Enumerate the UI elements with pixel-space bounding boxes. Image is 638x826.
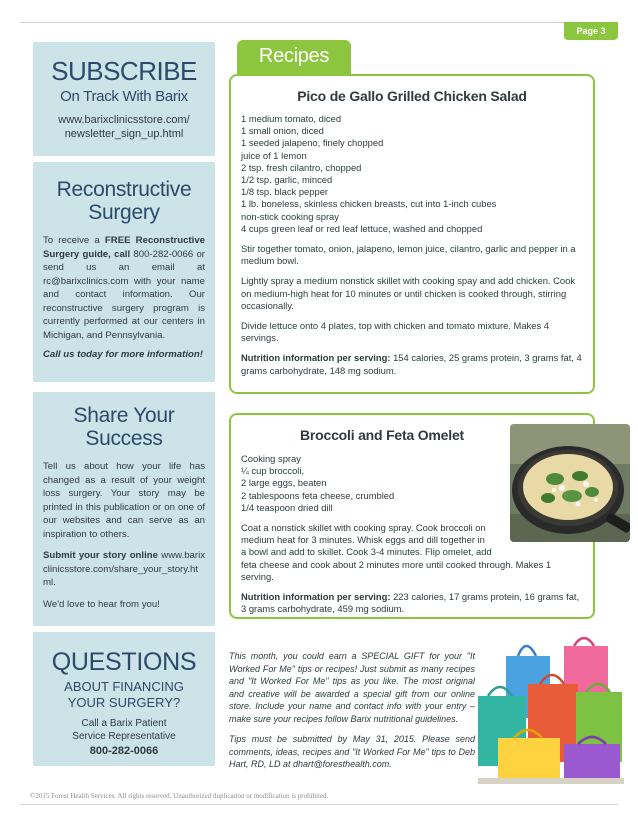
- share-submit-label: Submit your story online: [43, 550, 158, 561]
- questions-call2: Service Representative: [72, 731, 176, 742]
- ingredient: 1/8 tsp. black pepper: [241, 186, 329, 198]
- questions-title: QUESTIONS: [51, 648, 197, 676]
- nutrition-label: Nutrition information per serving:: [241, 591, 391, 603]
- share-body: Tell us about how your life has changed as a result of your weight loss surgery. Your story may be printed in this publication or on one of our websites and can serve as an inspiration to others.: [43, 461, 205, 540]
- questions-phone[interactable]: 800-282-0066: [89, 745, 159, 757]
- ingredient: 2 tablespoons feta cheese, crumbled: [241, 489, 395, 501]
- ingredient: 1 lb. boneless, skinless chicken breasts, cut into 1-inch cubes: [241, 198, 497, 210]
- reconstructive-title-line1: Reconstructive: [56, 178, 192, 201]
- recipe1-step: Lightly spray a medium nonstick skillet with cooking spay and add chicken. Cook on medium-high heat for 10 minutes or until chicken is cooked through, stirring occasionally.: [241, 275, 576, 311]
- share-submit-link[interactable]: www.barixclinicsstore.com/share_your_story.html.: [43, 550, 205, 588]
- share-title-line2: Success: [85, 427, 163, 450]
- subscribe-title: SUBSCRIBE: [51, 56, 197, 86]
- subscribe-subtitle: On Track With Barix: [60, 88, 188, 105]
- bottom-rule: [20, 804, 618, 805]
- recipe2-title: Broccoli and Feta Omelet: [299, 427, 465, 443]
- reconstructive-title-line2: Surgery: [88, 201, 160, 224]
- ingredient: 1 medium tomato, diced: [241, 113, 342, 124]
- reconstructive-body-rest: 800-282-0066 or send us an email at rc@barixclinics.com with your name and contact information. Our reconstructive surgery program is currently performed at our centers in Michigan, and Pennsylvania.: [43, 248, 206, 341]
- questions-call: [33, 717, 215, 743]
- recipe1-step: Stir together tomato, onion, jalapeno, lemon juice, cilantro, garlic and pepper in a medium bowl.: [241, 243, 576, 267]
- reconstructive-title: [33, 178, 215, 224]
- ingredient: non-stick cooking spray: [241, 210, 339, 222]
- share-success-box: [33, 392, 215, 626]
- copyright-footer: ©2015 Forest Health Services. All rights reserved. Unauthorized duplication or modification is prohibited.: [30, 792, 329, 800]
- ingredient: 4 cups green leaf or red leaf lettuce, washed and chopped: [241, 222, 483, 234]
- nutrition-values: 223 calories, 17 grams protein, 16 grams fat, 3 grams carbohydrate, 459 mg sodium.: [241, 591, 580, 615]
- reconstructive-cta: Call us today for more information!: [43, 349, 203, 360]
- newsletter-link-line2[interactable]: newsletter_sign_up.html: [64, 128, 184, 140]
- share-submit: [33, 549, 215, 590]
- subscribe-box: [33, 42, 215, 156]
- ingredient: 2 large eggs, beaten: [241, 477, 327, 489]
- recipe2-nutrition: [231, 591, 593, 615]
- recipe1-ingredients: [231, 113, 593, 235]
- nutrition-values: 154 calories, 25 grams protein, 3 grams fat, 4 grams carbohydrate, 148 mg sodium.: [241, 352, 582, 376]
- recipe1-title: Pico de Gallo Grilled Chicken Salad: [297, 88, 527, 104]
- top-rule: [20, 22, 618, 23]
- questions-line2: YOUR SURGERY?: [67, 695, 181, 710]
- page-number-badge: Page 3: [564, 22, 618, 40]
- questions-call1: Call a Barix Patient: [81, 718, 167, 729]
- recipe1-step: Divide lettuce onto 4 plates, top with chicken and tomato mixture. Makes 4 servings.: [241, 320, 549, 344]
- reconstructive-body: [33, 234, 215, 342]
- omelet-photo: [510, 424, 630, 542]
- recipe2-step-line: Coat a nonstick skillet with cooking spray. Cook broccoli on: [241, 522, 486, 534]
- recipe1-nutrition: [231, 352, 593, 376]
- newsletter-link-line1[interactable]: www.barixclinicsstore.com/: [58, 114, 190, 126]
- newsletter-link[interactable]: [33, 113, 215, 141]
- gift-bags-image: [478, 626, 624, 784]
- ingredient: 1/4 teaspoon dried dill: [241, 501, 333, 513]
- ingredient: juice of 1 lemon: [241, 149, 307, 161]
- ingredient: 1/2 tsp. garlic, minced: [241, 174, 333, 186]
- share-title-line1: Share Your: [73, 404, 175, 427]
- gift-bags-illustration: [478, 626, 624, 784]
- ingredient: ¼ cup broccoli,: [241, 465, 305, 477]
- ingredient: 2 tsp. fresh cilantro, chopped: [241, 161, 362, 173]
- nutrition-label: Nutrition information per serving:: [241, 352, 391, 364]
- recipe-card-chicken-salad: [229, 74, 595, 394]
- ingredient: Cooking spray: [241, 453, 301, 464]
- recipe2-step-line: a bowl and add to skillet. Cook 3-4 minutes. Flip omelet, add: [241, 546, 492, 558]
- promo-paragraph: This month, you could earn a SPECIAL GIFT for your "It Worked For Me" tips or recipes! Just submit as many recipes and "It Worked For Me" tips as you like. The most original and creative will be awarded a special gift from our online store. Include your name and contact info with your entry – make sure your recipes follow Barix nutritional guidelines.: [229, 651, 475, 724]
- reconstructive-surgery-box: [33, 162, 215, 382]
- recipe2-step-line: feta cheese and cook about 2 minutes more until cooked through. Makes 1 serving.: [241, 558, 552, 582]
- recipe2-step-line: medium heat for 3 minutes. Whisk eggs and dill together in: [241, 534, 485, 546]
- recipes-tab: Recipes: [237, 40, 351, 74]
- questions-box: [33, 632, 215, 766]
- promo-deadline: Tips must be submitted by May 31, 2015. Please send comments, ideas, recipes and "It Worked For Me" tips to Deb Hart, RD, LD at dhart@foresthealth.com.: [229, 734, 475, 769]
- questions-line1: ABOUT FINANCING: [64, 679, 184, 694]
- omelet-skillet-image: [510, 424, 630, 542]
- questions-subtitle: [33, 679, 215, 711]
- ingredient: 1 seeded jalapeno, finely chopped: [241, 137, 384, 149]
- share-title: [33, 404, 215, 450]
- reconstructive-body-intro: To receive a: [43, 235, 105, 246]
- reconstructive-body-bold: FREE Reconstructive Surgery guide, call: [43, 235, 205, 260]
- share-closing: We'd love to hear from you!: [43, 598, 160, 610]
- gift-promo: [229, 650, 475, 771]
- ingredient: 1 small onion, diced: [241, 125, 324, 137]
